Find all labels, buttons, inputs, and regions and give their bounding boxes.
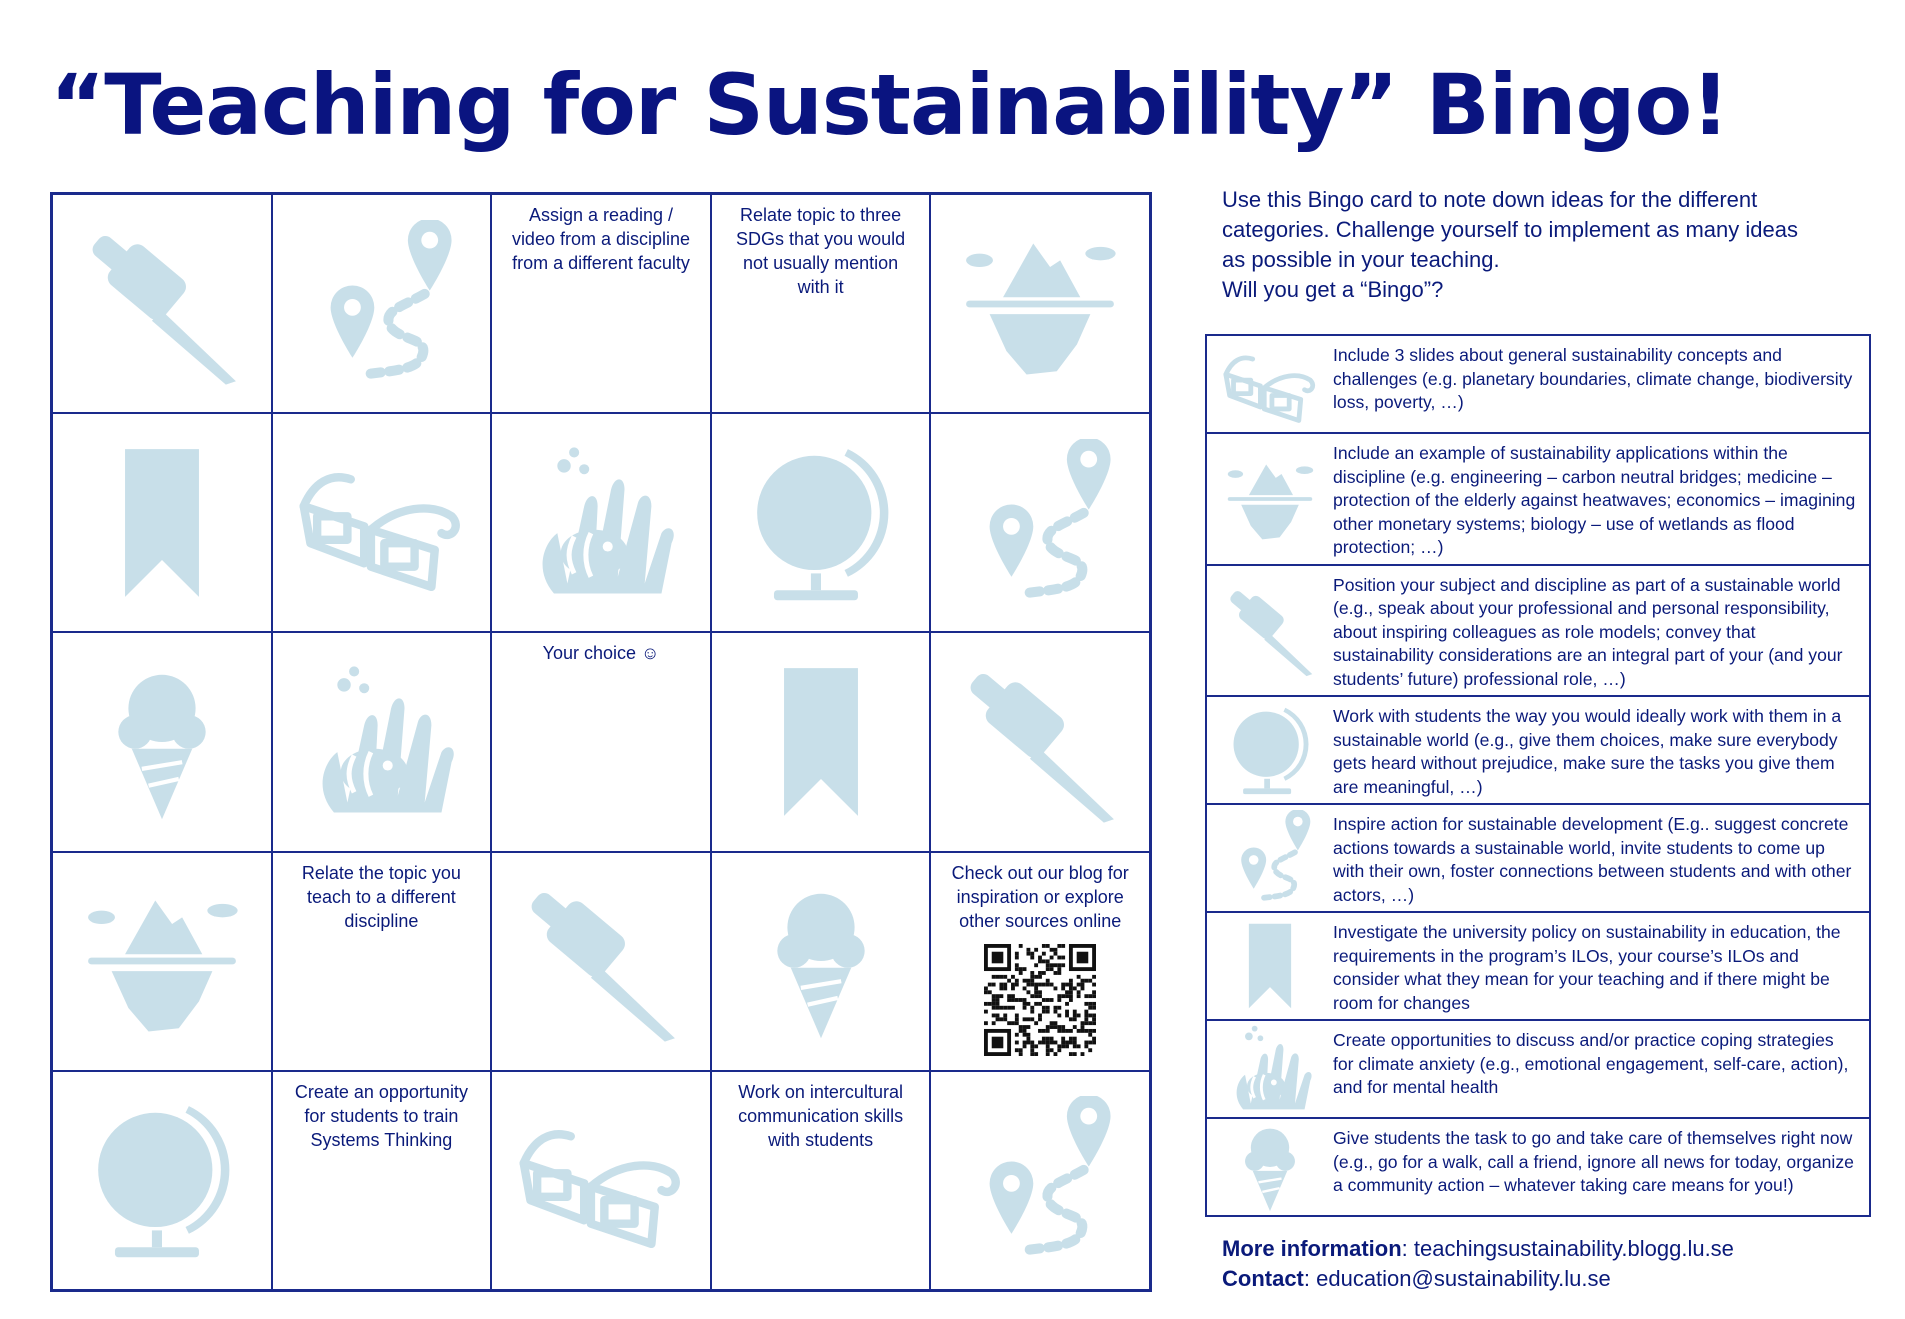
qr-code-icon[interactable] (984, 944, 1096, 1056)
legend-icon-cell (1207, 697, 1333, 803)
route-icon (956, 1096, 1124, 1264)
ice-cream-icon (737, 877, 905, 1045)
glasses-icon (297, 439, 465, 607)
footer (1222, 1234, 1734, 1294)
contact-line (1222, 1264, 1734, 1294)
bingo-cell[interactable] (930, 852, 1150, 1071)
bingo-cell[interactable] (491, 852, 711, 1071)
more-info-line (1222, 1234, 1734, 1264)
bingo-cell[interactable] (52, 852, 272, 1071)
iceberg-icon (1222, 451, 1318, 547)
pin-icon (78, 220, 246, 388)
legend-icon-cell (1207, 1021, 1333, 1117)
bingo-cell-text: Assign a reading / video from a discipline from a different faculty (511, 205, 691, 273)
legend-row (1207, 1117, 1869, 1215)
ice-cream-icon (1222, 1119, 1318, 1215)
legend-icon-cell (1207, 1119, 1333, 1215)
bingo-cell[interactable] (711, 413, 931, 632)
bookmark-icon (737, 658, 905, 826)
legend-row (1207, 803, 1869, 911)
bingo-cell[interactable] (491, 413, 711, 632)
bingo-cell[interactable] (930, 1071, 1150, 1290)
legend-text: Inspire action for sustainable development (E.g.. suggest concrete actions towards a sustainable world, invite students to come up with their own, foster connections between students and with other actors, …) (1333, 814, 1852, 905)
contact-email[interactable]: : education@sustainability.lu.se (1303, 1266, 1611, 1291)
bingo-cell[interactable] (272, 413, 492, 632)
bingo-cell[interactable] (272, 1071, 492, 1290)
legend-text: Include an example of sustainability applications within the discipline (e.g. engineering – carbon neutral bridges; medicine – protection of the elderly against heatwaves; economics – imagining other monetary systems; biology – use of wetlands as flood protection; …) (1333, 443, 1856, 557)
pin-icon (517, 877, 685, 1045)
legend-icon-cell (1207, 434, 1333, 564)
legend-text: Include 3 slides about general sustainability concepts and challenges (e.g. planetary boundaries, climate change, biodiversity loss, poverty, …) (1333, 345, 1853, 412)
ice-cream-icon (78, 658, 246, 826)
legend-text: Position your subject and discipline as part of a sustainable world (e.g., speak about your professional and personal responsibility, about inspiring colleagues as role models; convey that sustainability considerations are an integral part of your (and your students’ future) professional role, …) (1333, 574, 1843, 689)
glasses-icon (517, 1096, 685, 1264)
coral-fish-icon (517, 439, 685, 607)
globe-icon (737, 439, 905, 607)
intro-line: as possible in your teaching. (1222, 247, 1500, 272)
legend-icon-cell (1207, 336, 1333, 432)
glasses-icon (1222, 336, 1318, 432)
more-info-label: More information (1222, 1236, 1402, 1261)
legend-text: Work with students the way you would ideally work with them in a sustainable world (e.g., give them choices, make sure everybody gets heard without prejudice, make sure the tasks you give them are meaningful, …) (1333, 706, 1842, 797)
legend-row (1207, 1019, 1869, 1117)
pin-icon (1222, 582, 1318, 678)
intro-line: Will you get a “Bingo”? (1222, 277, 1444, 302)
legend-text: Give students the task to go and take care of themselves right now (e.g., go for a walk, call a friend, ignore all news for today, organize a community action – whatever taking care means for you!) (1333, 1128, 1854, 1195)
legend-row (1207, 911, 1869, 1019)
globe-icon (78, 1096, 246, 1264)
legend-text: Investigate the university policy on sustainability in education, the requirements in the program’s ILOs, your course’s ILOs and consider what they mean for your teaching and if there might be room for changes (1333, 922, 1841, 1013)
bookmark-icon (78, 439, 246, 607)
bingo-cell[interactable] (711, 852, 931, 1071)
bingo-cell[interactable] (491, 1071, 711, 1290)
intro-line: categories. Challenge yourself to implement as many ideas (1222, 217, 1798, 242)
iceberg-icon (956, 220, 1124, 388)
bingo-cell[interactable] (52, 194, 272, 413)
coral-fish-icon (297, 658, 465, 826)
legend-row (1207, 564, 1869, 696)
bingo-cell[interactable] (272, 632, 492, 851)
bingo-cell[interactable] (272, 194, 492, 413)
route-icon (956, 439, 1124, 607)
globe-icon (1222, 702, 1318, 798)
bingo-cell[interactable] (711, 1071, 931, 1290)
legend-icon-cell (1207, 805, 1333, 911)
intro-text (1222, 185, 1862, 305)
legend-icon-cell (1207, 913, 1333, 1019)
bingo-cell-text: Relate topic to three SDGs that you would not usually mention with it (736, 205, 906, 297)
bingo-cell[interactable] (52, 413, 272, 632)
bingo-cell[interactable] (711, 632, 931, 851)
bingo-cell[interactable] (491, 194, 711, 413)
bingo-cell[interactable] (930, 632, 1150, 851)
bingo-cell[interactable] (52, 632, 272, 851)
bingo-cell-text: Your choice ☺ (542, 643, 660, 664)
pin-icon (956, 658, 1124, 826)
legend-row (1207, 336, 1869, 432)
contact-label: Contact (1222, 1266, 1304, 1291)
more-info-link[interactable]: : teachingsustainability.blogg.lu.se (1401, 1236, 1734, 1261)
bingo-cell[interactable] (272, 852, 492, 1071)
page-title: “Teaching for Sustainability” Bingo! (50, 56, 1729, 154)
route-icon (297, 220, 465, 388)
bingo-cell-text: Create an opportunity for students to train Systems Thinking (294, 1081, 468, 1150)
bingo-grid (50, 192, 1152, 1292)
bingo-cell[interactable] (930, 194, 1150, 413)
bingo-cell-text: Relate the topic you teach to a different discipline (301, 862, 461, 931)
legend-text: Create opportunities to discuss and/or practice coping strategies for climate anxiety (e.g., emotional engagement, self-care, action), and for mental health (1333, 1030, 1849, 1097)
legend-row (1207, 695, 1869, 803)
bookmark-icon (1222, 918, 1318, 1014)
bingo-cell-text: Check out our blog for inspiration or explore other sources online (951, 862, 1129, 931)
legend-icon-cell (1207, 566, 1333, 696)
bingo-cell[interactable] (491, 632, 711, 851)
coral-fish-icon (1222, 1021, 1318, 1117)
category-legend (1205, 334, 1871, 1217)
bingo-cell[interactable] (52, 1071, 272, 1290)
route-icon (1222, 810, 1318, 906)
bingo-cell-text: Work on intercultural communication skills with students (738, 1081, 904, 1150)
bingo-cell[interactable] (930, 413, 1150, 632)
legend-row (1207, 432, 1869, 564)
bingo-cell[interactable] (711, 194, 931, 413)
iceberg-icon (78, 877, 246, 1045)
intro-line: Use this Bingo card to note down ideas for the different (1222, 187, 1758, 212)
